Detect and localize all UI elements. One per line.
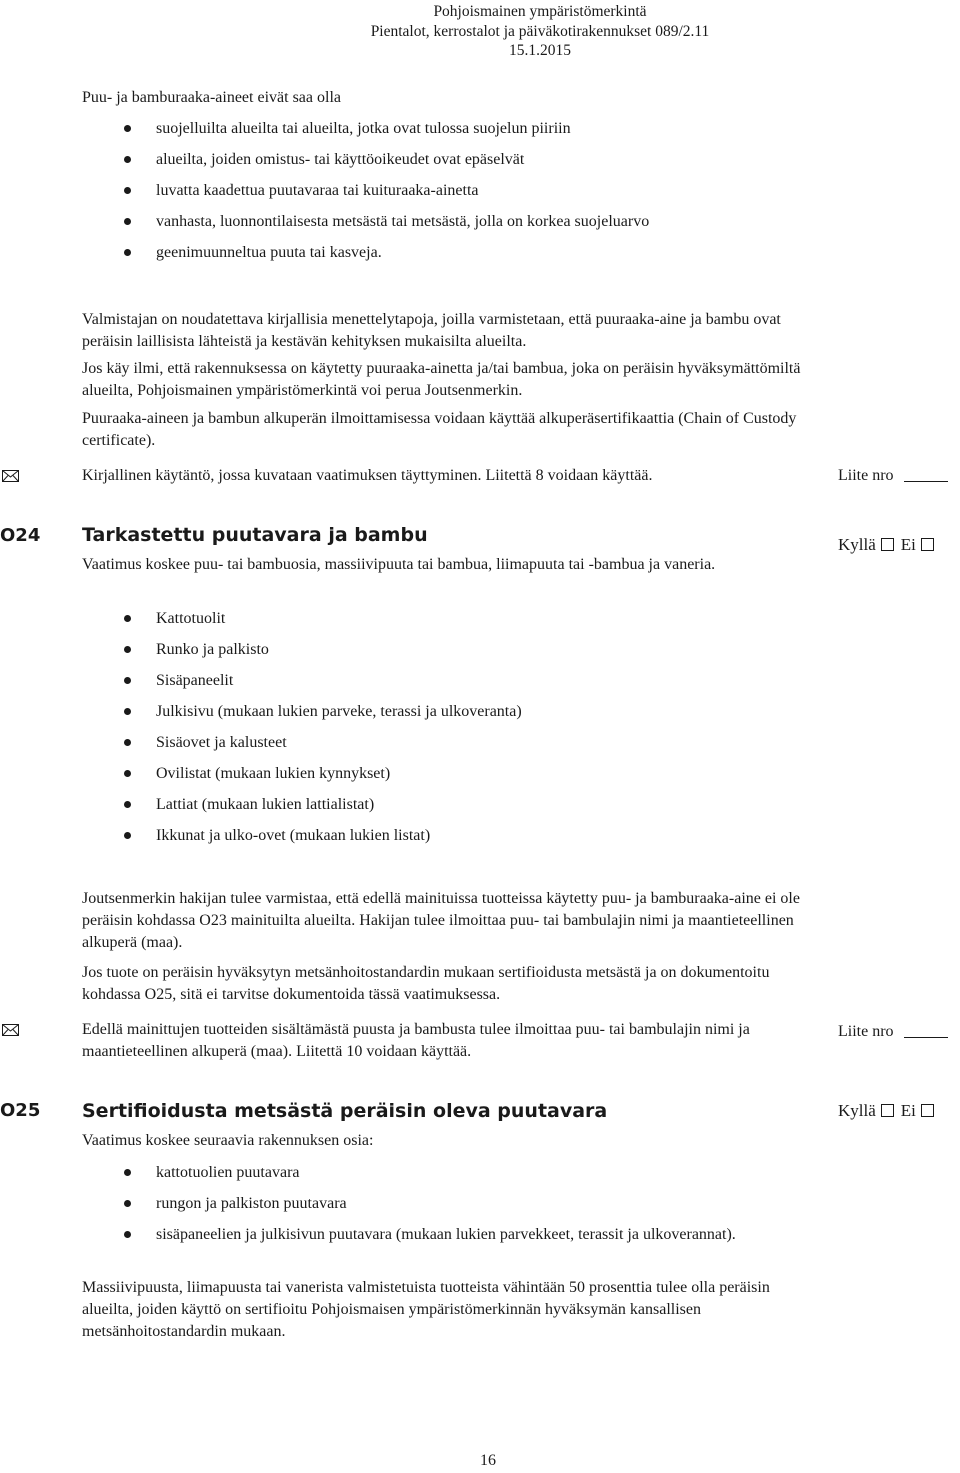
intro-paragraph-2: Jos käy ilmi, että rakennuksessa on käytetty puuraaka-ainetta ja/tai bambua, joka on peräisin hyväksymättömiltä alueilta, Pohjoismainen ympäristömerkintä voi perua Joutsenmerkin. xyxy=(82,360,801,399)
bullet-icon xyxy=(124,249,131,256)
bullet-icon xyxy=(124,708,131,715)
page-number: 16 xyxy=(480,1452,496,1469)
o25-paragraph-1: Massiivipuusta, liimapuusta tai vanerista valmistetuista tuotteista vähintään 50 prosenttia tulee olla peräisin alueilta, joiden käyttö on sertifioitu Pohjoismaisen ympäristömerkinnän hyväksymän kansallisen metsänhoitostandardin mukaan. xyxy=(82,1279,770,1340)
header-title: Pohjoismainen ympäristömerkintä xyxy=(433,3,647,20)
list-item: luvatta kaadettua puutavaraa tai kuituraaka-ainetta xyxy=(82,180,649,202)
list-item: alueilta, joiden omistus- tai käyttöoikeudet ovat epäselvät xyxy=(82,149,649,171)
yes-checkbox[interactable] xyxy=(881,1104,894,1117)
yes-no-selector-o24: Kyllä Ei xyxy=(838,535,941,555)
list-item: Ikkunat ja ulko-ovet (mukaan lukien listat) xyxy=(82,825,522,847)
requirement-title-o25: Sertifioidusta metsästä peräisin oleva puutavara xyxy=(82,1100,608,1122)
attachment-number-blank[interactable] xyxy=(904,481,948,482)
bullet-icon xyxy=(124,739,131,746)
attachment-number-field[interactable]: Liite nro xyxy=(838,465,948,487)
requirement-description-o25: Vaatimus koskee seuraavia rakennuksen osia: xyxy=(82,1132,374,1149)
attachment-number-field[interactable]: Liite nro xyxy=(838,1021,948,1043)
requirement-title-o24: Tarkastettu puutavara ja bambu xyxy=(82,524,428,546)
list-item: rungon ja palkiston puutavara xyxy=(82,1193,762,1215)
requirement-code-o25: O25 xyxy=(0,1100,41,1121)
bullet-icon xyxy=(124,615,131,622)
header-criteria-name: Pientalot, kerrostalot ja päiväkotirakennukset 089/2.11 xyxy=(370,22,710,40)
bullet-icon xyxy=(124,801,131,808)
intro-documentation-requirement: Kirjallinen käytäntö, jossa kuvataan vaatimuksen täyttyminen. Liitettä 8 voidaan käyttää. xyxy=(82,467,653,484)
o25-bullet-list xyxy=(82,1162,762,1246)
list-item: sisäpaneelien ja julkisivun puutavara (mukaan lukien parvekkeet, terassit ja ulkoverannat). xyxy=(82,1224,762,1246)
bullet-icon xyxy=(124,646,131,653)
intro-paragraph-1: Valmistajan on noudatettava kirjallisia menettelytapoja, joilla varmistetaan, että puuraaka-aine ja bambu ovat peräisin laillisista lähteistä ja kestävän kehityksen mukaisilta alueilta. xyxy=(82,311,781,350)
list-item: Lattiat (mukaan lukien lattialistat) xyxy=(82,794,522,816)
intro-paragraph-3: Puuraaka-aineen ja bambun alkuperän ilmoittamisessa voidaan käyttää alkuperäsertifikaattia (Chain of Custody certificate). xyxy=(82,410,797,449)
intro-lead: Puu- ja bamburaaka-aineet eivät saa olla xyxy=(82,89,341,106)
list-item: Kattotuolit xyxy=(82,608,522,630)
list-item: Sisäovet ja kalusteet xyxy=(82,732,522,754)
list-item: Julkisivu (mukaan lukien parveke, terassi ja ulkoveranta) xyxy=(82,701,522,723)
requirement-description-o24: Vaatimus koskee puu- tai bambuosia, massiivipuuta tai bambua, liimapuuta tai -bambua ja vaneria. xyxy=(82,556,716,573)
no-checkbox[interactable] xyxy=(921,538,934,551)
yes-no-selector-o25: Kyllä Ei xyxy=(838,1101,941,1121)
list-item: kattotuolien puutavara xyxy=(82,1162,762,1184)
list-item: Ovilistat (mukaan lukien kynnykset) xyxy=(82,763,522,785)
list-item: Runko ja palkisto xyxy=(82,639,522,661)
list-item: Sisäpaneelit xyxy=(82,670,522,692)
bullet-icon xyxy=(124,1169,131,1176)
bullet-icon xyxy=(124,156,131,163)
envelope-icon xyxy=(2,1024,19,1036)
list-item: suojelluilta alueilta tai alueilta, jotka ovat tulossa suojelun piiriin xyxy=(82,118,649,140)
bullet-icon xyxy=(124,125,131,132)
bullet-icon xyxy=(124,677,131,684)
bullet-icon xyxy=(124,187,131,194)
list-item: geenimuunneltua puuta tai kasveja. xyxy=(82,242,649,264)
bullet-icon xyxy=(124,1200,131,1207)
bullet-icon xyxy=(124,770,131,777)
intro-bullet-list xyxy=(82,118,649,264)
page-header xyxy=(0,2,960,61)
bullet-icon xyxy=(124,1231,131,1238)
o24-paragraph-2: Jos tuote on peräisin hyväksytyn metsänhoitostandardin mukaan sertifioidusta metsästä ja on dokumentoitu kohdassa O25, sitä ei tarvitse dokumentoida tässä vaatimuksessa. xyxy=(82,964,770,1003)
requirement-code-o24: O24 xyxy=(0,525,41,546)
header-date: 15.1.2015 xyxy=(509,42,571,59)
bullet-icon xyxy=(124,832,131,839)
o24-bullet-list xyxy=(82,608,522,847)
o24-documentation-requirement: Edellä mainittujen tuotteiden sisältämästä puusta ja bambusta tulee ilmoittaa puu- tai bambulajin nimi ja maantieteellinen alkuperä (maa). Liitettä 10 voidaan käyttää. xyxy=(82,1021,750,1060)
bullet-icon xyxy=(124,218,131,225)
envelope-icon xyxy=(2,470,19,482)
no-checkbox[interactable] xyxy=(921,1104,934,1117)
list-item: vanhasta, luonnontilaisesta metsästä tai metsästä, jolla on korkea suojeluarvo xyxy=(82,211,649,233)
yes-checkbox[interactable] xyxy=(881,538,894,551)
attachment-number-blank[interactable] xyxy=(904,1037,948,1038)
o24-paragraph-1: Joutsenmerkin hakijan tulee varmistaa, että edellä mainituissa tuotteissa käytetty puu- ja bamburaaka-aine ei ole peräisin kohdassa O23 mainituilta alueilta. Hakijan tulee ilmoittaa puu- tai bambulajin nimi ja maantieteellinen alkuperä (maa). xyxy=(82,890,800,951)
